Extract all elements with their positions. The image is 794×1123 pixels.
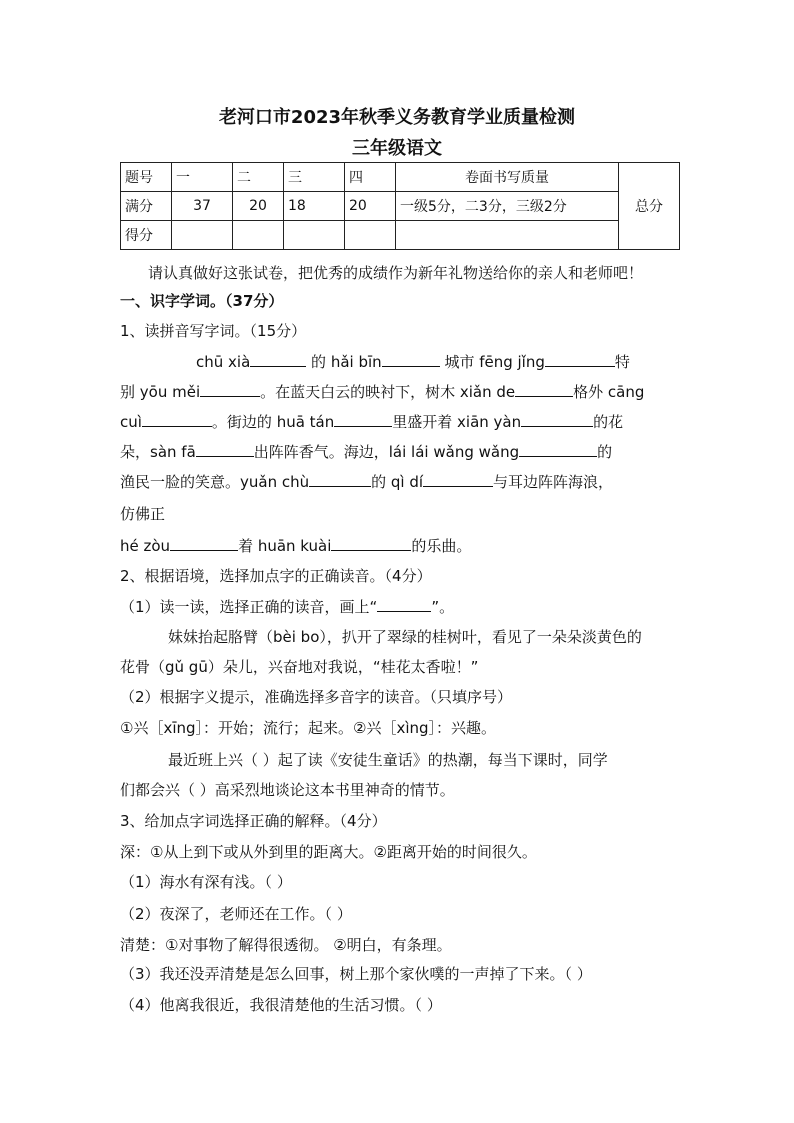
question-line: 妹妹抬起胳臂（bèi bo），扒开了翠绿的桂树叶，看见了一朵朵淡黄色的 xyxy=(168,628,642,646)
table-row xyxy=(121,163,680,192)
question-line: （3）我还没弄清楚是怎么回事，树上那个家伙噗的一声掉了下来。（ ） xyxy=(120,965,592,983)
full-score: 20 xyxy=(345,192,396,221)
question-line: ①兴［xīng］：开始；流行；起来。②兴［xìng］：兴趣。 xyxy=(120,719,497,737)
question-title: 2、根据语境，选择加点字的正确读音。（4分） xyxy=(120,567,432,585)
score-input-cell[interactable] xyxy=(396,221,619,250)
question-line: 清楚：①对事物了解得很透彻。 ②明白，有条理。 xyxy=(120,936,452,954)
answer-blank[interactable] xyxy=(170,535,238,551)
question-title: 3、给加点字词选择正确的解释。（4分） xyxy=(120,812,387,830)
full-score: 18 xyxy=(284,192,345,221)
answer-blank[interactable] xyxy=(250,351,306,367)
question-line: 别 yōu měi 。在蓝天白云的映衬下，树木 xiǎn de 格外 cāng xyxy=(120,383,645,401)
question-line: 们都会兴（ ）高采烈地谈论这本书里神奇的情节。 xyxy=(120,781,455,799)
full-score: 20 xyxy=(233,192,284,221)
full-score: 37 xyxy=(172,192,233,221)
question-line: （1）读一读，选择正确的读音，画上“ ”。 xyxy=(120,598,455,616)
question-line: chū xià 的 hǎi bīn 城市 fēng jǐng 特 xyxy=(196,353,630,371)
exam-title: 老河口市2023年秋季义务教育学业质量检测 xyxy=(218,107,576,128)
answer-blank[interactable] xyxy=(196,441,254,457)
answer-blank[interactable] xyxy=(521,411,593,427)
full-label: 满分 xyxy=(121,192,172,221)
answer-blank[interactable] xyxy=(382,351,440,367)
got-label: 得分 xyxy=(121,221,172,250)
score-input-cell[interactable] xyxy=(172,221,233,250)
answer-blank[interactable] xyxy=(519,441,597,457)
question-line: 朵，sàn fā 出阵阵香气。海边，lái lái wǎng wǎng 的 xyxy=(120,443,613,461)
exam-subtitle: 三年级语文 xyxy=(352,138,442,159)
question-line: （2）根据字义提示，准确选择多音字的读音。（只填序号） xyxy=(120,688,513,706)
answer-blank[interactable] xyxy=(200,381,260,397)
row-header: 题号 xyxy=(121,163,172,192)
question-line: 花骨（gǔ gū）朵儿，兴奋地对我说，“桂花太香啦！” xyxy=(120,658,479,676)
question-line: （1）海水有深有浅。（ ） xyxy=(120,873,292,891)
full-score: 一级5分，二3分，三级2分 xyxy=(396,192,619,221)
col-header: 卷面书写质量 xyxy=(396,163,619,192)
score-input-cell[interactable] xyxy=(233,221,284,250)
answer-blank[interactable] xyxy=(377,596,431,612)
col-header: 四 xyxy=(345,163,396,192)
table-row xyxy=(121,221,680,250)
total-header: 总分 xyxy=(619,163,680,250)
answer-blank[interactable] xyxy=(142,411,212,427)
table-row xyxy=(121,192,680,221)
intro-text: 请认真做好这张试卷，把优秀的成绩作为新年礼物送给你的亲人和老师吧！ xyxy=(148,264,644,282)
answer-blank[interactable] xyxy=(423,471,493,487)
question-line: （4）他离我很近，我很清楚他的生活习惯。（ ） xyxy=(120,996,442,1014)
answer-blank[interactable] xyxy=(309,471,371,487)
answer-blank[interactable] xyxy=(331,535,411,551)
question-line: 渔民一脸的笑意。yuǎn chù 的 qì dí 与耳边阵阵海浪， xyxy=(120,473,614,491)
question-line: 最近班上兴（ ）起了读《安徒生童话》的热潮，每当下课时，同学 xyxy=(168,751,608,769)
score-table xyxy=(120,162,680,250)
col-header: 三 xyxy=(284,163,345,192)
answer-blank[interactable] xyxy=(545,351,615,367)
question-line: 仿佛正 xyxy=(120,505,166,523)
col-header: 二 xyxy=(233,163,284,192)
score-input-cell[interactable] xyxy=(345,221,396,250)
section-heading: 一、识字学词。（37分） xyxy=(120,292,284,310)
question-line: hé zòu 着 huān kuài 的乐曲。 xyxy=(120,537,472,555)
answer-blank[interactable] xyxy=(334,411,392,427)
col-header: 一 xyxy=(172,163,233,192)
question-title: 1、读拼音写字词。（15分） xyxy=(120,322,307,340)
question-line: cuì 。街边的 huā tán 里盛开着 xiān yàn 的花 xyxy=(120,413,624,431)
question-line: 深：①从上到下或从外到里的距离大。②距离开始的时间很久。 xyxy=(120,843,537,861)
score-input-cell[interactable] xyxy=(284,221,345,250)
question-line: （2）夜深了，老师还在工作。（ ） xyxy=(120,905,352,923)
answer-blank[interactable] xyxy=(515,381,573,397)
